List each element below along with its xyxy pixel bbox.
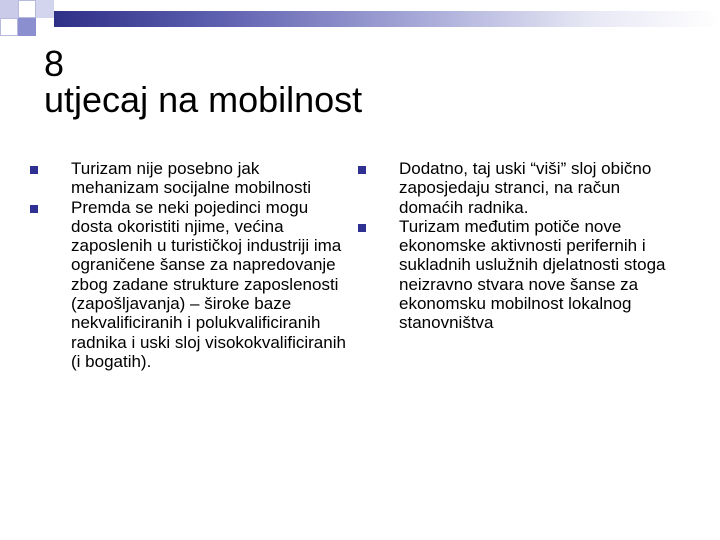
- bullet-text: Premda se neki pojedinci mogu dosta okoristiti njime, većina zaposlenih u turističkoj industriji ima ograničene šanse za napredovanje zbog zadane strukture zaposlenosti (zapošljavanja) – široke baze nekvalificiranih i polukvalificiranih radnika i uski sloj visokokvalificiranih (i bogatih).: [71, 197, 346, 371]
- bullet-item: [358, 217, 688, 333]
- bullet-text: Turizam međutim potiče nove ekonomske aktivnosti perifernih i sukladnih uslužnih djelatnosti stoga neizravno stvara nove šanse za ekonomsku mobilnost lokalnog stanovništva: [399, 216, 666, 333]
- decor-square: [36, 0, 54, 18]
- header-gradient-bar: [54, 11, 720, 27]
- square-bullet-icon: [30, 205, 38, 213]
- header-decoration: [0, 0, 720, 40]
- decor-square: [18, 0, 36, 18]
- slide-title-number: 8: [44, 43, 65, 84]
- decor-square: [0, 18, 18, 36]
- slide-title-text: utjecaj na mobilnost: [44, 79, 363, 120]
- decor-square: [0, 0, 18, 18]
- bullet-item: [30, 198, 350, 372]
- bullet-item: [358, 159, 688, 217]
- square-bullet-icon: [358, 224, 366, 232]
- decor-square: [18, 18, 36, 36]
- right-bullet-list: [358, 159, 688, 333]
- left-bullet-list: [30, 159, 350, 371]
- bullet-text: Dodatno, taj uski “viši” sloj obično zaposjedaju stranci, na račun domaćih radnika.: [399, 159, 652, 217]
- square-bullet-icon: [358, 166, 366, 174]
- bullet-item: [30, 159, 350, 198]
- bullet-text: Turizam nije posebno jak mehanizam socijalne mobilnosti: [71, 159, 312, 198]
- square-bullet-icon: [30, 166, 38, 174]
- slide-title: [44, 43, 363, 120]
